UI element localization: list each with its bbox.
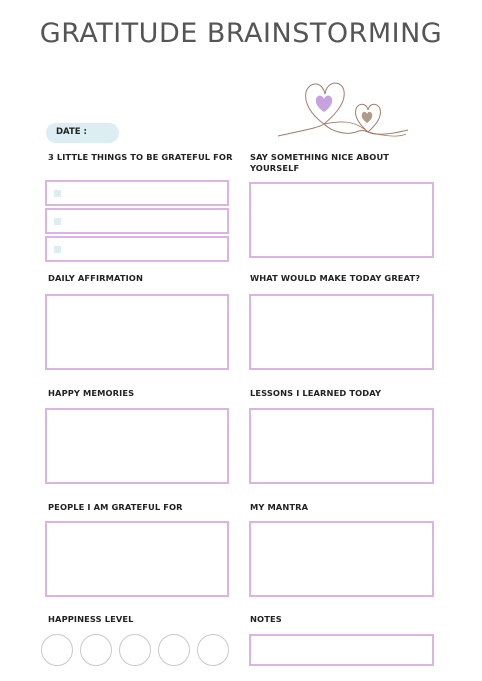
date-field[interactable]: [46, 123, 119, 143]
people-box[interactable]: [45, 521, 229, 597]
two-hearts-icon: [274, 78, 412, 140]
grateful-item-1[interactable]: [45, 180, 229, 206]
checkbox[interactable]: [54, 190, 61, 197]
happiness-circle-3[interactable]: [119, 634, 151, 666]
daily-affirmation-heading: DAILY AFFIRMATION: [48, 273, 143, 283]
say-nice-heading-line2: YOURSELF: [250, 163, 300, 173]
happiness-circle-5[interactable]: [197, 634, 229, 666]
page-title: GRATITUDE BRAINSTORMING: [39, 18, 443, 49]
notes-heading: NOTES: [250, 614, 282, 624]
mantra-heading: MY MANTRA: [250, 502, 309, 512]
little-things-heading: 3 LITTLE THINGS TO BE GRATEFUL FOR: [48, 152, 233, 162]
happy-memories-heading: HAPPY MEMORIES: [48, 388, 135, 398]
happiness-level-heading: HAPPINESS LEVEL: [48, 614, 134, 624]
happiness-circle-2[interactable]: [80, 634, 112, 666]
checkbox[interactable]: [54, 218, 61, 225]
checkbox[interactable]: [54, 246, 61, 253]
say-nice-box[interactable]: [249, 182, 434, 258]
happiness-circle-4[interactable]: [158, 634, 190, 666]
lessons-heading: LESSONS I LEARNED TODAY: [250, 388, 382, 398]
today-great-heading: WHAT WOULD MAKE TODAY GREAT?: [250, 273, 421, 283]
today-great-box[interactable]: [249, 294, 434, 370]
mantra-box[interactable]: [249, 521, 434, 597]
notes-box[interactable]: [249, 634, 434, 666]
grateful-item-2[interactable]: [45, 208, 229, 234]
date-label: DATE :: [56, 127, 87, 137]
grateful-item-3[interactable]: [45, 236, 229, 262]
happy-memories-box[interactable]: [45, 408, 229, 484]
people-heading: PEOPLE I AM GRATEFUL FOR: [48, 502, 183, 512]
say-nice-heading-line1: SAY SOMETHING NICE ABOUT: [250, 152, 390, 162]
happiness-circle-1[interactable]: [41, 634, 73, 666]
daily-affirmation-box[interactable]: [45, 294, 229, 370]
lessons-box[interactable]: [249, 408, 434, 484]
